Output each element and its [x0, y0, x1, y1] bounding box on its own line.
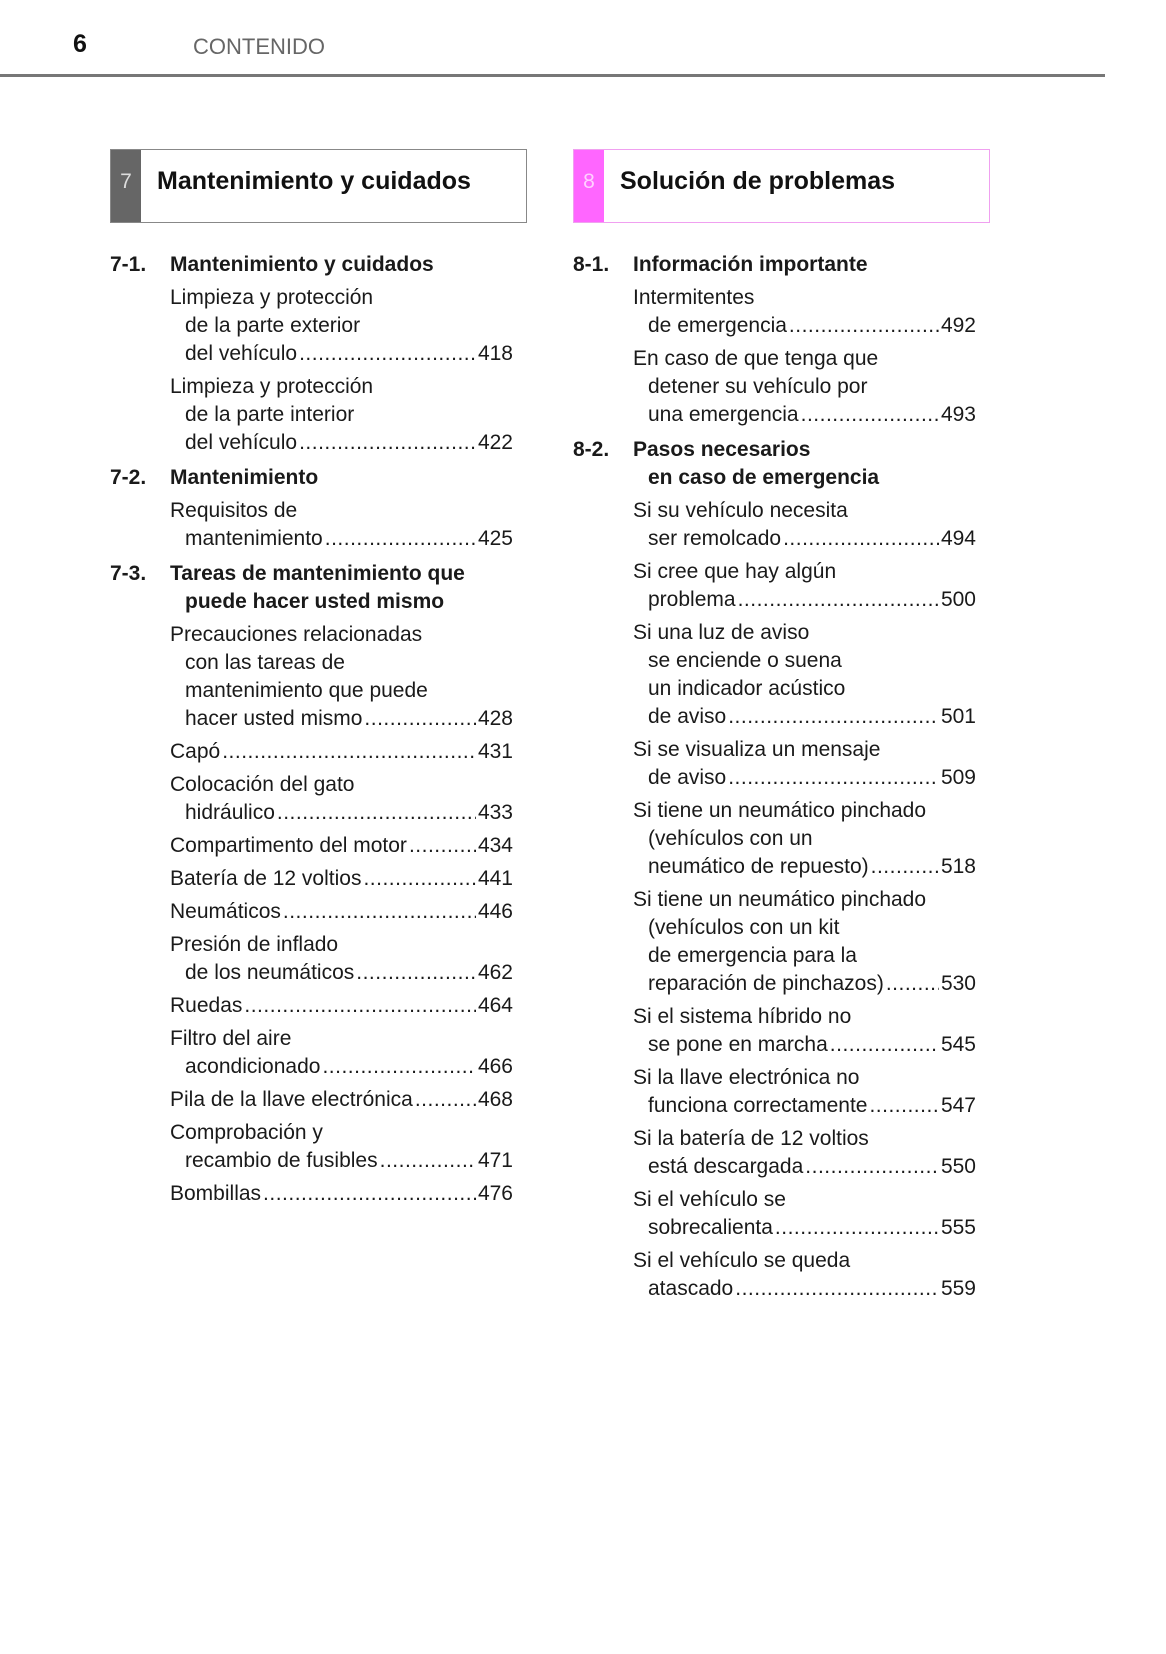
section-title-line: Tareas de mantenimiento que: [170, 562, 465, 585]
section-title-line: Mantenimiento: [170, 466, 319, 489]
toc-entry[interactable]: [110, 497, 513, 553]
entry-line: acondicionado: [185, 1055, 321, 1078]
page-reference[interactable]: 518: [940, 855, 976, 878]
entry-line: Comprobación y: [170, 1121, 323, 1144]
entry-line: hidráulico: [185, 801, 275, 824]
section-title-line: en caso de emergencia: [648, 466, 880, 489]
toc-entry[interactable]: [573, 619, 976, 731]
toc-section: [573, 436, 976, 1303]
toc-entry[interactable]: [110, 284, 513, 368]
entry-line: Limpieza y protección: [170, 286, 374, 309]
page-reference[interactable]: 431: [477, 740, 513, 763]
dot-leader: [263, 1180, 476, 1208]
entry-line: sobrecalienta: [648, 1216, 773, 1239]
toc-entry[interactable]: [573, 1064, 976, 1120]
dot-leader: [322, 1053, 476, 1081]
section-title-line: Mantenimiento y cuidados: [170, 253, 434, 276]
page-reference[interactable]: 464: [477, 994, 513, 1017]
section-number: 8-1.: [573, 253, 610, 276]
toc-column-right: [573, 251, 976, 1303]
entry-line: de aviso: [648, 705, 727, 728]
entry-line: mantenimiento: [185, 527, 323, 550]
page-reference[interactable]: 509: [940, 766, 976, 789]
entry-last-line: [170, 959, 513, 987]
entry-line: Precauciones relacionadas: [170, 623, 423, 646]
page-reference[interactable]: 492: [940, 314, 976, 337]
entry-line: Pila de la llave electrónica: [170, 1088, 413, 1111]
section-number: 7-3.: [110, 562, 147, 585]
section-title-line: puede hacer usted mismo: [185, 590, 445, 613]
page-reference[interactable]: 555: [940, 1216, 976, 1239]
header-rule: [0, 74, 1105, 77]
toc-entry[interactable]: [110, 1025, 513, 1081]
entry-last-line: [633, 853, 976, 881]
section-title: [170, 251, 434, 279]
page-reference[interactable]: 462: [477, 961, 513, 984]
dot-leader: [363, 865, 476, 893]
section-title-line: Información importante: [633, 253, 868, 276]
toc-entry[interactable]: [573, 1125, 976, 1181]
entry-last-line: [633, 1092, 976, 1120]
entry-line: con las tareas de: [185, 651, 345, 674]
dot-leader: [805, 1153, 939, 1181]
entry-line: Si tiene un neumático pinchado: [633, 888, 927, 911]
entry-last-line: [170, 1180, 513, 1208]
page-reference[interactable]: 433: [477, 801, 513, 824]
page-reference[interactable]: 422: [477, 431, 513, 454]
entry-line: Si el vehículo se queda: [633, 1249, 851, 1272]
entry-line: mantenimiento que puede: [185, 679, 428, 702]
entry-last-line: [633, 970, 976, 998]
entry-last-line: [170, 429, 513, 457]
running-header: CONTENIDO: [193, 34, 325, 59]
entry-line: del vehículo: [185, 342, 298, 365]
dot-leader: [783, 525, 939, 553]
entry-line: recambio de fusibles: [185, 1149, 378, 1172]
entry-last-line: [170, 1147, 513, 1175]
entry-line: se pone en marcha: [648, 1033, 828, 1056]
entry-last-line: [633, 401, 976, 429]
entry-line: Limpieza y protección: [170, 375, 374, 398]
dot-leader: [738, 586, 939, 614]
entry-line: (vehículos con un kit: [648, 916, 840, 939]
toc-section: [110, 464, 513, 553]
page-reference[interactable]: 471: [477, 1149, 513, 1172]
section-title: [633, 436, 879, 492]
toc-section: [110, 560, 513, 1208]
page-reference[interactable]: 434: [477, 834, 513, 857]
entry-line: Si la llave electrónica no: [633, 1066, 860, 1089]
page-reference[interactable]: 500: [940, 588, 976, 611]
entry-line: En caso de que tenga que: [633, 347, 879, 370]
page-reference[interactable]: 468: [477, 1088, 513, 1111]
toc-entry[interactable]: [110, 621, 513, 733]
entry-line: se enciende o suena: [648, 649, 842, 672]
entry-line: Neumáticos: [170, 900, 281, 923]
dot-leader: [325, 525, 476, 553]
entry-line: Ruedas: [170, 994, 243, 1017]
dot-leader: [830, 1031, 939, 1059]
entry-line: Capó: [170, 740, 221, 763]
entry-last-line: [633, 764, 976, 792]
entry-line: atascado: [648, 1277, 734, 1300]
dot-leader: [283, 898, 476, 926]
page-reference[interactable]: 428: [477, 707, 513, 730]
entry-line: detener su vehículo por: [648, 375, 868, 398]
dot-leader: [869, 1092, 938, 1120]
entry-last-line: [170, 992, 513, 1020]
dot-leader: [886, 970, 939, 998]
entry-last-line: [633, 703, 976, 731]
toc-entry[interactable]: [573, 797, 976, 881]
toc-entry[interactable]: [573, 886, 976, 998]
entry-line: del vehículo: [185, 431, 298, 454]
entry-line: funciona correctamente: [648, 1094, 868, 1117]
page-reference[interactable]: 545: [940, 1033, 976, 1056]
entry-line: una emergencia: [648, 403, 799, 426]
page-reference[interactable]: 418: [477, 342, 513, 365]
chapter-7-box: [110, 149, 527, 223]
toc-entry[interactable]: [573, 284, 976, 340]
entry-line: hacer usted mismo: [185, 707, 363, 730]
toc-entry[interactable]: [573, 345, 976, 429]
page-reference[interactable]: 425: [477, 527, 513, 550]
entry-line: de emergencia: [648, 314, 787, 337]
toc-entry[interactable]: [110, 1180, 513, 1208]
page-reference[interactable]: 547: [940, 1094, 976, 1117]
dot-leader: [728, 764, 939, 792]
entry-last-line: [170, 1086, 513, 1114]
entry-line: Requisitos de: [170, 499, 298, 522]
entry-line: de la parte exterior: [185, 314, 361, 337]
entry-last-line: [170, 525, 513, 553]
toc-entry[interactable]: [573, 558, 976, 614]
entry-last-line: [170, 738, 513, 766]
chapter-number: 8: [574, 150, 604, 222]
toc-entry[interactable]: [110, 865, 513, 893]
section-title-line: Pasos necesarios: [633, 438, 811, 461]
section-title: [170, 560, 465, 616]
entry-line: Si cree que hay algún: [633, 560, 837, 583]
entry-last-line: [170, 898, 513, 926]
section-number: 7-1.: [110, 253, 147, 276]
entry-last-line: [633, 586, 976, 614]
entry-line: de aviso: [648, 766, 727, 789]
dot-leader: [380, 1147, 476, 1175]
dot-leader: [728, 703, 939, 731]
section-heading[interactable]: [110, 560, 513, 616]
page-reference[interactable]: 446: [477, 900, 513, 923]
section-heading[interactable]: [573, 251, 976, 279]
chapter-title: Solución de problemas: [620, 167, 896, 195]
entry-line: está descargada: [648, 1155, 804, 1178]
entry-line: Compartimento del motor: [170, 834, 407, 857]
entry-line: de la parte interior: [185, 403, 355, 426]
dot-leader: [299, 429, 476, 457]
toc-section: [110, 251, 513, 457]
dot-leader: [775, 1214, 939, 1242]
toc-entry[interactable]: [573, 1186, 976, 1242]
toc-entry[interactable]: [110, 1119, 513, 1175]
dot-leader: [299, 340, 476, 368]
entry-line: reparación de pinchazos): [648, 972, 884, 995]
page-reference[interactable]: 494: [940, 527, 976, 550]
entry-line: (vehículos con un: [648, 827, 813, 850]
entry-line: Bombillas: [170, 1182, 262, 1205]
dot-leader: [222, 738, 476, 766]
entry-line: Colocación del gato: [170, 773, 355, 796]
toc-column-left: [110, 251, 513, 1208]
toc-entry[interactable]: [573, 497, 976, 553]
section-number: 7-2.: [110, 466, 147, 489]
dot-leader: [356, 959, 476, 987]
entry-line: Si una luz de aviso: [633, 621, 810, 644]
dot-leader: [801, 401, 939, 429]
section-heading[interactable]: [573, 436, 976, 492]
page-reference[interactable]: 466: [477, 1055, 513, 1078]
page-reference[interactable]: 559: [940, 1277, 976, 1300]
entry-line: neumático de repuesto): [648, 855, 869, 878]
toc-entry[interactable]: [110, 992, 513, 1020]
toc-entry[interactable]: [573, 1003, 976, 1059]
chapter-title: Mantenimiento y cuidados: [157, 167, 471, 195]
toc-entry[interactable]: [573, 1247, 976, 1303]
dot-leader: [244, 992, 476, 1020]
toc-entry[interactable]: [573, 736, 976, 792]
toc-entry[interactable]: [110, 771, 513, 827]
page-reference[interactable]: 501: [940, 705, 976, 728]
entry-last-line: [633, 1214, 976, 1242]
page-reference[interactable]: 550: [940, 1155, 976, 1178]
entry-line: Si el vehículo se: [633, 1188, 786, 1211]
entry-line: Si el sistema híbrido no: [633, 1005, 852, 1028]
section-title: [633, 251, 868, 279]
entry-line: problema: [648, 588, 736, 611]
toc-entry[interactable]: [110, 931, 513, 987]
entry-last-line: [170, 1053, 513, 1081]
toc-entry[interactable]: [110, 1086, 513, 1114]
toc-section: [573, 251, 976, 429]
entry-last-line: [633, 525, 976, 553]
chapter-number: 7: [111, 150, 141, 222]
entry-line: Batería de 12 voltios: [170, 867, 362, 890]
entry-line: de emergencia para la: [648, 944, 857, 967]
page-reference[interactable]: 493: [940, 403, 976, 426]
dot-leader: [871, 853, 939, 881]
entry-line: Presión de inflado: [170, 933, 339, 956]
entry-line: Si su vehículo necesita: [633, 499, 848, 522]
page-number: 6: [73, 30, 87, 58]
toc-entry[interactable]: [110, 738, 513, 766]
entry-last-line: [170, 705, 513, 733]
page-reference[interactable]: 441: [477, 867, 513, 890]
page-reference[interactable]: 530: [940, 972, 976, 995]
entry-line: Si tiene un neumático pinchado: [633, 799, 927, 822]
toc-entry[interactable]: [110, 898, 513, 926]
section-number: 8-2.: [573, 438, 610, 461]
entry-last-line: [633, 1275, 976, 1303]
entry-line: un indicador acústico: [648, 677, 846, 700]
entry-last-line: [170, 865, 513, 893]
chapter-8-box: [573, 149, 990, 223]
entry-line: Si se visualiza un mensaje: [633, 738, 881, 761]
entry-last-line: [633, 1153, 976, 1181]
dot-leader: [789, 312, 939, 340]
entry-last-line: [633, 312, 976, 340]
dot-leader: [277, 799, 476, 827]
toc-entry[interactable]: [110, 373, 513, 457]
entry-line: Filtro del aire: [170, 1027, 292, 1050]
dot-leader: [409, 832, 476, 860]
section-heading[interactable]: [110, 251, 513, 279]
entry-line: ser remolcado: [648, 527, 782, 550]
entry-last-line: [170, 799, 513, 827]
entry-last-line: [633, 1031, 976, 1059]
section-title: [170, 464, 318, 492]
entry-last-line: [170, 832, 513, 860]
entry-line: Intermitentes: [633, 286, 755, 309]
entry-last-line: [170, 340, 513, 368]
page-reference[interactable]: 476: [477, 1182, 513, 1205]
entry-line: Si la batería de 12 voltios: [633, 1127, 869, 1150]
toc-entry[interactable]: [110, 832, 513, 860]
dot-leader: [415, 1086, 476, 1114]
dot-leader: [735, 1275, 939, 1303]
entry-line: de los neumáticos: [185, 961, 355, 984]
section-heading[interactable]: [110, 464, 513, 492]
dot-leader: [364, 705, 476, 733]
